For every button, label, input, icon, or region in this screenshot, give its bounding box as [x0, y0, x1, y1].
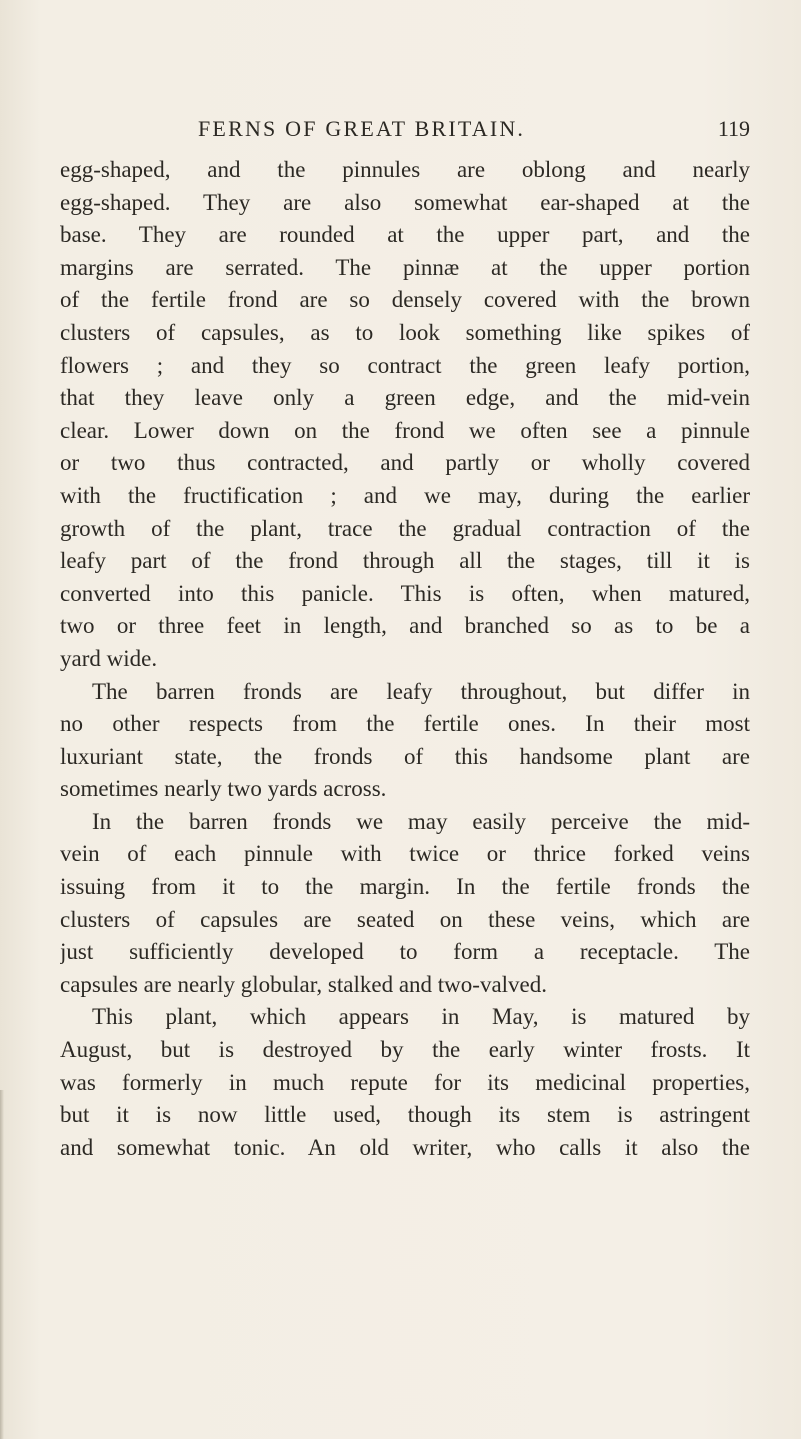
page-edge-shadow [0, 1090, 4, 1439]
paragraph-start-line: This plant, which appears in May, is matured by [92, 1004, 750, 1030]
running-title: FERNS OF GREAT BRITAIN. [198, 116, 526, 141]
text-line: of the fertile frond are so densely covered with the brown [60, 287, 750, 313]
paragraph-end-line: yard wide. [60, 645, 158, 671]
text-line: no other respects from the fertile ones. In their most [60, 711, 750, 737]
page-number: 119 [717, 116, 750, 141]
text-line: was formerly in much repute for its medicinal properties, [60, 1069, 750, 1095]
text-line: egg-shaped, and the pinnules are oblong and nearly [60, 157, 750, 182]
text-line: but it is now little used, though its stem is astringent [60, 1102, 750, 1128]
text-line: flowers ; and they so contract the green leafy portion, [60, 352, 750, 378]
text-line: with the fructification ; and we may, during the earlier [60, 482, 750, 508]
text-line: August, but is destroyed by the early winter frosts. It [60, 1037, 750, 1063]
text-line: leafy part of the frond through all the stages, till it is [60, 548, 750, 574]
text-line: issuing from it to the margin. In the fertile fronds the [60, 874, 750, 900]
text-line: converted into this panicle. This is often, when matured, [60, 580, 750, 606]
text-line: and somewhat tonic. An old writer, who calls it also the [60, 1134, 750, 1160]
text-line: vein of each pinnule with twice or thrice forked veins [60, 841, 750, 867]
text-line: margins are serrated. The pinnæ at the upper portion [60, 254, 750, 280]
text-line: growth of the plant, trace the gradual contraction of the [60, 515, 750, 541]
paragraph-end-line: sometimes nearly two yards across. [60, 776, 387, 802]
text-line: or two thus contracted, and partly or wholly covered [60, 450, 750, 476]
paragraph-start-line: In the barren fronds we may easily perceive the mid- [92, 808, 750, 834]
text-line: just sufficiently developed to form a receptacle. The [60, 939, 750, 965]
text-line: clusters of capsules, as to look something like spikes of [60, 319, 750, 345]
text-line: egg-shaped. They are also somewhat ear-shaped at the [60, 189, 750, 215]
text-line: that they leave only a green edge, and the mid-vein [60, 385, 750, 411]
text-line: luxuriant state, the fronds of this handsome plant are [60, 743, 750, 769]
paragraph-end-line: capsules are nearly globular, stalked and two-valved. [60, 971, 548, 997]
text-line: clusters of capsules are seated on these veins, which are [60, 906, 750, 932]
running-head [60, 116, 750, 150]
paragraph-start-line: The barren fronds are leafy throughout, but differ in [92, 678, 750, 704]
text-line: two or three feet in length, and branched so as to be a [60, 613, 750, 639]
text-line: base. They are rounded at the upper part, and the [60, 222, 750, 248]
text-line: clear. Lower down on the frond we often see a pinnule [60, 417, 750, 443]
body-text [60, 154, 750, 1164]
